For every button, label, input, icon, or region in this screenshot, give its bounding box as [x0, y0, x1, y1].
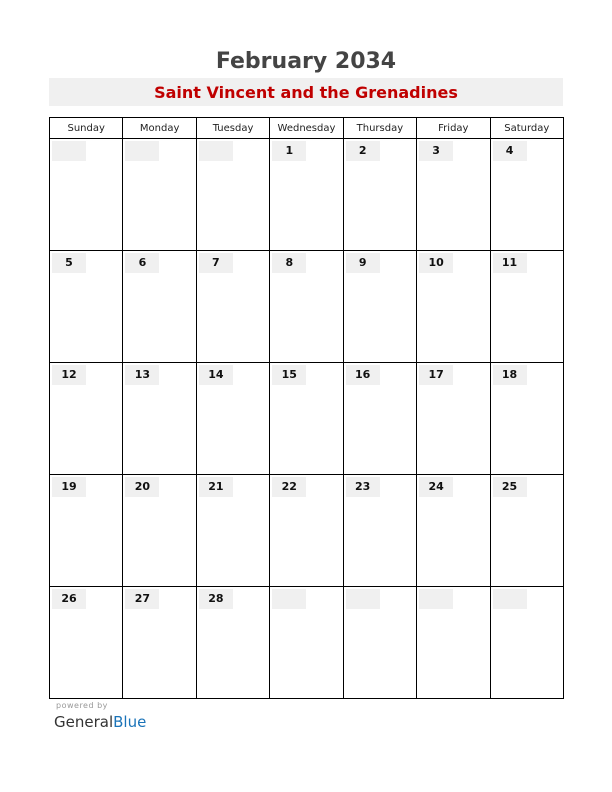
day-cell: [196, 363, 269, 475]
day-number: 4: [493, 141, 527, 161]
day-cell: [343, 363, 416, 475]
day-number: 13: [125, 365, 159, 385]
day-number: 21: [199, 477, 233, 497]
day-cell: [417, 139, 490, 251]
day-cell: [490, 139, 563, 251]
day-number: 14: [199, 365, 233, 385]
day-number: 9: [346, 253, 380, 273]
day-number: 5: [52, 253, 86, 273]
powered-by-label: powered by: [56, 701, 108, 710]
day-number: 1: [272, 141, 306, 161]
day-number: 18: [493, 365, 527, 385]
day-cell: [270, 475, 343, 587]
week-row: [50, 139, 564, 251]
week-row: [50, 475, 564, 587]
day-number: 7: [199, 253, 233, 273]
day-number: 27: [125, 589, 159, 609]
weekday-header-monday: Monday: [123, 118, 196, 139]
day-number: 16: [346, 365, 380, 385]
day-number: 26: [52, 589, 86, 609]
calendar-grid: [49, 117, 564, 699]
day-cell: [123, 139, 196, 251]
day-number: 19: [52, 477, 86, 497]
day-number: [346, 589, 380, 609]
country-banner: Saint Vincent and the Grenadines: [49, 78, 563, 106]
day-number: [199, 141, 233, 161]
day-number: [125, 141, 159, 161]
day-cell: [417, 363, 490, 475]
day-cell: [343, 475, 416, 587]
day-number: 28: [199, 589, 233, 609]
week-row: [50, 587, 564, 699]
day-cell: [490, 251, 563, 363]
day-number: 20: [125, 477, 159, 497]
day-cell: [123, 363, 196, 475]
brand-blue-text: Blue: [113, 713, 147, 731]
day-cell: [270, 251, 343, 363]
day-number: [493, 589, 527, 609]
day-cell: [123, 475, 196, 587]
day-number: [272, 589, 306, 609]
calendar-title: February 2034: [215, 49, 397, 74]
brand-general-text: General: [54, 713, 114, 731]
generalblue-logo[interactable]: [54, 712, 146, 732]
day-cell: [270, 363, 343, 475]
weekday-header-friday: Friday: [417, 118, 490, 139]
day-cell: [50, 587, 123, 699]
day-cell: [270, 139, 343, 251]
week-row: [50, 251, 564, 363]
day-number: 11: [493, 253, 527, 273]
day-cell: [270, 587, 343, 699]
day-cell: [196, 475, 269, 587]
day-cell: [50, 251, 123, 363]
day-cell: [196, 587, 269, 699]
day-cell: [50, 363, 123, 475]
day-cell: [123, 251, 196, 363]
weekday-header-sunday: Sunday: [50, 118, 123, 139]
day-number: 10: [419, 253, 453, 273]
day-number: 12: [52, 365, 86, 385]
day-cell: [123, 587, 196, 699]
weekday-header-thursday: Thursday: [343, 118, 416, 139]
day-number: 22: [272, 477, 306, 497]
weekday-header-row: [50, 118, 564, 139]
day-cell: [50, 139, 123, 251]
day-number: 8: [272, 253, 306, 273]
day-cell: [50, 475, 123, 587]
day-cell: [343, 587, 416, 699]
day-number: 3: [419, 141, 453, 161]
weekday-header-tuesday: Tuesday: [196, 118, 269, 139]
day-number: 23: [346, 477, 380, 497]
day-number: 15: [272, 365, 306, 385]
day-cell: [196, 251, 269, 363]
day-cell: [417, 587, 490, 699]
day-number: 25: [493, 477, 527, 497]
day-cell: [343, 251, 416, 363]
day-number: 6: [125, 253, 159, 273]
day-cell: [417, 475, 490, 587]
day-cell: [196, 139, 269, 251]
week-row: [50, 363, 564, 475]
day-cell: [490, 587, 563, 699]
day-number: 2: [346, 141, 380, 161]
day-number: 17: [419, 365, 453, 385]
day-number: 24: [419, 477, 453, 497]
day-cell: [343, 139, 416, 251]
weekday-header-wednesday: Wednesday: [270, 118, 343, 139]
day-cell: [490, 363, 563, 475]
weekday-header-saturday: Saturday: [490, 118, 563, 139]
day-cell: [417, 251, 490, 363]
day-number: [419, 589, 453, 609]
day-cell: [490, 475, 563, 587]
day-number: [52, 141, 86, 161]
